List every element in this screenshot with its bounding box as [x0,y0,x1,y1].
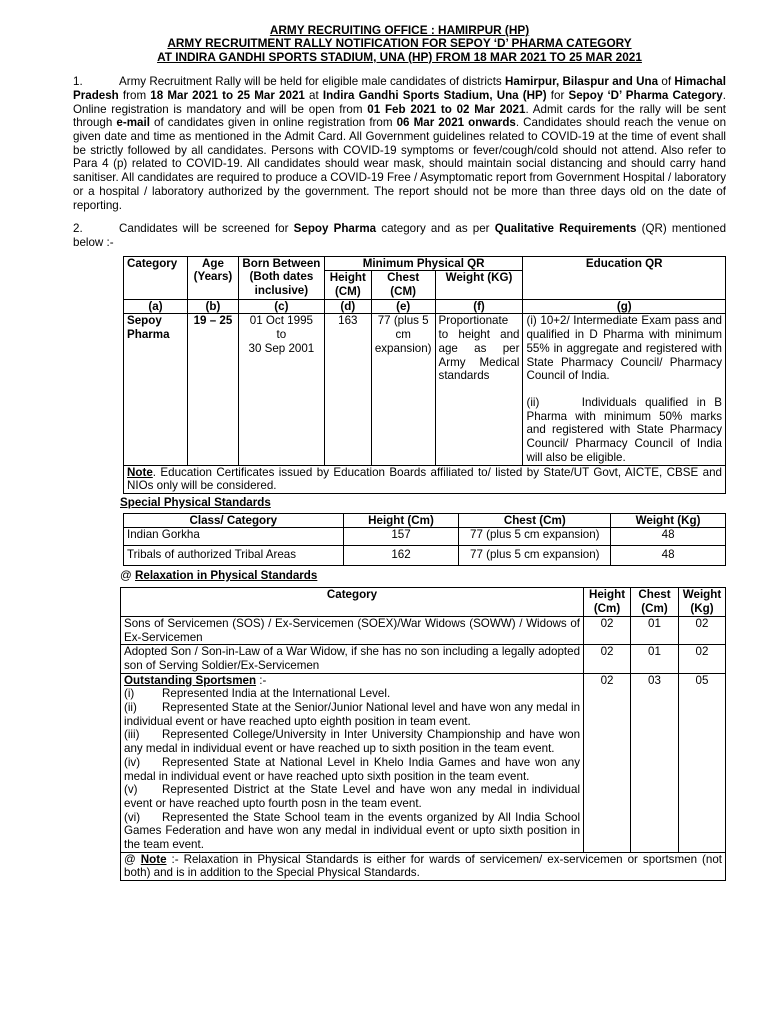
qr-education: (i) 10+2/ Intermediate Exam pass and qualified in D Pharma with minimum 55% in aggregate and registered with State Pharmacy Council/ Pharmacy Council of India. (ii) Individuals qualified in B Pharma with minimum 50% marks and registered with State Pharmacy Council/ Pharmacy Council of India will also be eligible. [523,314,726,465]
qr-height: 163 [324,314,371,465]
header-line-2: ARMY RECRUITMENT RALLY NOTIFICATION FOR SEPOY ‘D’ PHARMA CATEGORY [167,36,632,51]
qr-label-d: (d) [324,299,371,314]
list-item: (i) Represented India at the International Level. [124,687,391,701]
list-item: (ii) Represented State at the Senior/Junior National level and have won any medal in individual event or have reached upto eighth position in team event. [124,701,581,728]
relax-header-height: Height (Cm) [584,588,631,616]
header-line-1: ARMY RECRUITING OFFICE : HAMIRPUR (HP) [269,23,530,37]
list-item: (iii) Represented College/University in Inter University Championship and have won any medal in individual event or have reached up to sixth position in the team event. [124,728,581,756]
qr-header-height: Height (CM) [324,271,371,299]
header-line-3: AT INDIRA GANDHI SPORTS STADIUM, UNA (HP) FROM 18 MAR 2021 TO 25 MAR 2021 [157,49,642,64]
relaxation-heading: @ Relaxation in Physical Standards [120,568,318,582]
header [73,24,726,64]
qr-chest: 77 (plus 5 cm expansion) [371,314,435,465]
list-item: (iv) Represented State at National Level in Khelo India Games and have won any medal in individual event or have reached upto sixth position in the team event. [124,755,581,783]
special-table [123,513,726,566]
special-heading: Special Physical Standards [120,495,271,509]
qr-label-b: (b) [187,299,238,314]
list-item: (v) Represented District at the State Level and have won any medal in individual event or have reached upto fourth posn in the team event. [124,783,581,810]
qr-label-f: (f) [435,299,523,314]
table-row: Indian Gorkha 157 77 (plus 5 cm expansion) 48 [124,528,726,546]
special-header-chest: Chest (Cm) [459,513,611,528]
sportsmen-cell: Outstanding Sportsmen :- (i) Represented India at the International Level. (ii) Represented State at the Senior/Junior National level and have won any medal in individual event or have reached upto eighth position in team event. (iii) Represented College/University in Inter University Championship and have won any medal in individual event or have reached up to sixth position in the team event. (iv) Represented State at National Level in Khelo India Games and have won any medal in individual event or have reached upto sixth position in the team event. (v) Represented District at the State Level and have won any medal in individual event or have reached upto fourth posn in the team event. (vi) Represented the State School team in the events organized by All India School Games Federation and have won any medal in individual event or upto sixth position in the team event. [121,673,584,852]
qr-header-age: Age (Years) [187,256,238,299]
qr-label-c: (c) [238,299,324,314]
qr-label-e: (e) [371,299,435,314]
qr-age: 19 – 25 [187,314,238,465]
qr-header-category: Category [124,256,188,299]
qr-header-chest: Chest (CM) [371,271,435,299]
list-item: (vi) Represented the State School team in the events organized by All India School Games Federation and have won any medal in individual event or upto sixth position in the team event. [124,810,581,852]
table-row: Sons of Servicemen (SOS) / Ex-Servicemen (SOEX)/War Widows (SOWW) / Widows of Ex-Servicemen 02 01 02 [121,616,726,644]
qr-born-between: 01 Oct 1995 to 30 Sep 2001 [238,314,324,465]
qr-header-weight: Weight (KG) [435,271,523,299]
qr-table [123,256,726,494]
relax-header-category: Category [121,588,584,616]
qr-header-born: Born Between (Both dates inclusive) [238,256,324,299]
relax-header-chest: Chest (Cm) [631,588,679,616]
qr-label-a: (a) [124,299,188,314]
qr-label-g: (g) [523,299,726,314]
qr-header-min-physical: Minimum Physical QR [324,256,523,271]
qr-header-education: Education QR [523,256,726,299]
paragraph-2: 2. Candidates will be screened for Sepoy Pharma category and as per Qualitative Requirements (QR) mentioned below :- [73,222,727,249]
table-row: Adopted Son / Son-in-Law of a War Widow, if she has no son including a legally adopted son of Serving Soldier/Ex-Servicemen 02 01 02 [121,645,726,673]
qr-weight: Proportionate to height and age as per Army Medical standards [435,314,523,465]
relaxation-table [120,587,726,881]
qr-category: Sepoy Pharma [124,314,188,465]
paragraph-1: 1. Army Recruitment Rally will be held for eligible male candidates of districts Hamirpur, Bilaspur and Una of Himachal Pradesh from 18 Mar 2021 to 25 Mar 2021 at Indira Gandhi Sports Stadium, Una (HP) for Sepoy ‘D’ Pharma Category. Online registration is mandatory and will be open from 01 Feb 2021 to 02 Mar 2021. Admit cards for the rally will be sent through e-mail of candidates given in online registration from 06 Mar 2021 onwards. Candidates should reach the venue on given date and time as mentioned in the Admit Card. All Government guidelines related to COVID-19 at the time of event shall be strictly followed by all candidates. Persons with COVID-19 symptoms or fever/cough/cold should not attend. Also refer to Para 4 (p) related to COVID-19. All candidates should wear mask, should maintain social distancing and should carry hand sanitiser. All candidates are required to produce a COVID-19 Free / Asymptomatic report from Government Hospital / laboratory or a hospital / laboratory authorized by the government. The report should not be more than three days old on the date of reporting. [73,75,727,212]
relax-note: @ Note :- Relaxation in Physical Standards is either for wards of servicemen/ ex-servicemen or sportsmen (not both) and is in addition to the Special Physical Standards. [121,852,726,880]
relax-header-weight: Weight (Kg) [678,588,725,616]
table-row: Outstanding Sportsmen :- (i) Represented India at the International Level. (ii) Represented State at the Senior/Junior National level and have won any medal in individual event or have reached upto eighth position in team event. (iii) Represented College/University in Inter University Championship and have won any medal in individual event or have reached up to sixth position in the team event. (iv) Represented State at National Level in Khelo India Games and have won any medal in individual event or have reached upto sixth position in the team event. (v) Represented District at the State Level and have won any medal in individual event or have reached upto fourth posn in the team event. (vi) Represented the State School team in the events organized by All India School Games Federation and have won any medal in individual event or upto sixth position in the team event. 02 03 05 [121,673,726,852]
special-header-weight: Weight (Kg) [611,513,726,528]
qr-note: Note. Education Certificates issued by Education Boards affiliated to/ listed by State/UT Govt, AICTE, CBSE and NIOs only will be considered. [124,465,726,493]
special-header-height: Height (Cm) [343,513,459,528]
table-row: Tribals of authorized Tribal Areas 162 77 (plus 5 cm expansion) 48 [124,546,726,566]
special-header-class: Class/ Category [124,513,344,528]
document-page [73,24,726,881]
